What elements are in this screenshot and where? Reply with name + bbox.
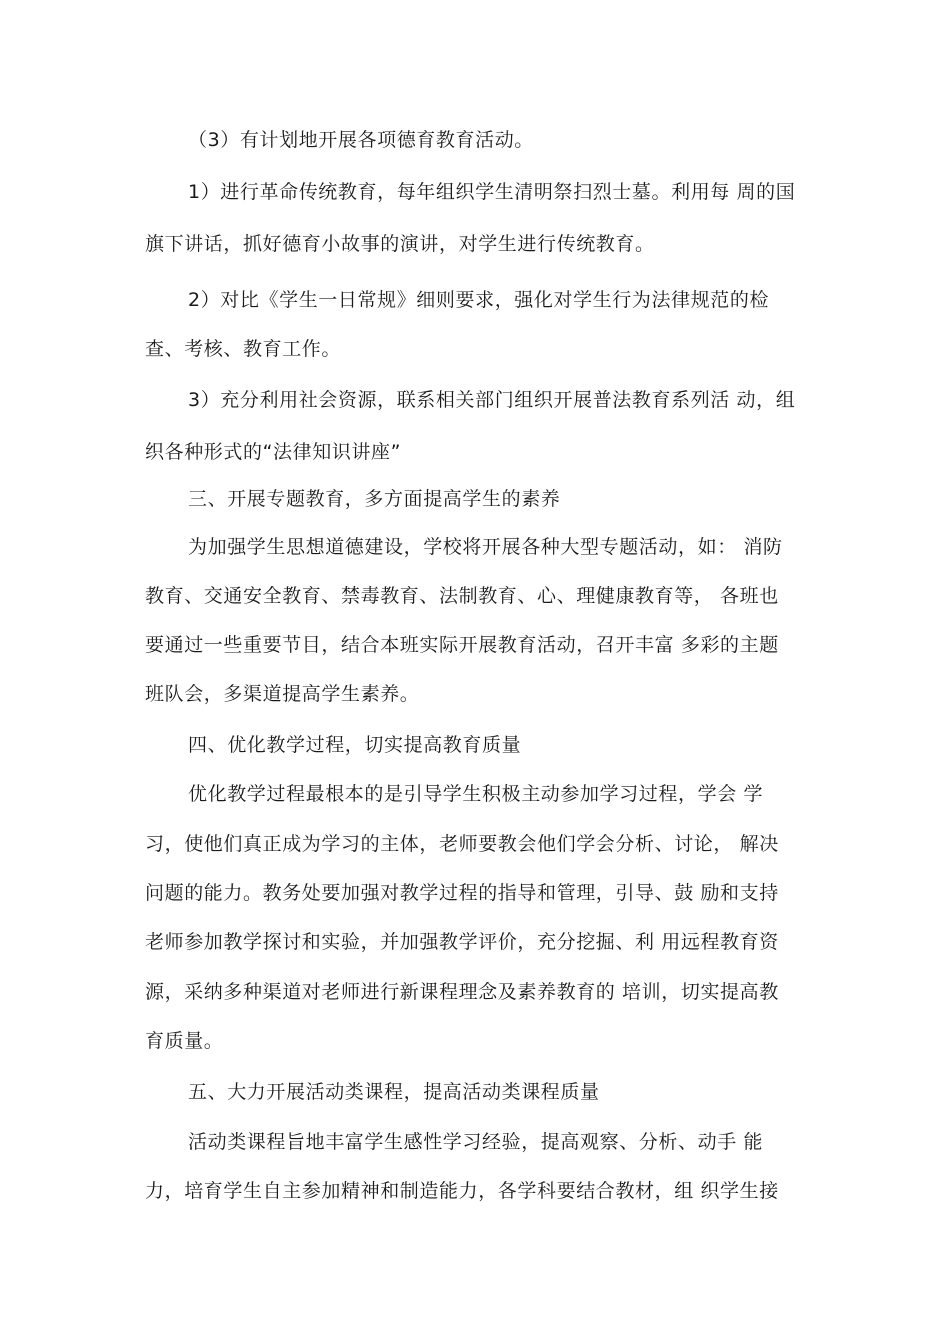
text-line: 活动类课程旨地丰富学生感性学习经验，提高观察、分析、动手 能 [188, 1131, 764, 1153]
text-line: 育质量。 [145, 1030, 224, 1052]
text-line: 旗下讲话，抓好德育小故事的演讲，对学生进行传统教育。 [145, 233, 655, 255]
text-line: 力，培育学生自主参加精神和制造能力，各学科要结合教材，组 织学生接 [145, 1180, 779, 1202]
section-heading: 三、开展专题教育，多方面提高学生的素养 [188, 488, 561, 510]
text-line: 教育、交通安全教育、禁毒教育、法制教育、心、理健康教育等， 各班也 [145, 585, 779, 607]
text-line: 班队会，多渠道提高学生素养。 [145, 683, 420, 705]
text-line: 优化教学过程最根本的是引导学生积极主动参加学习过程，学会 学 [188, 783, 764, 805]
text-line: 习，使他们真正成为学习的主体，老师要教会他们学会分析、讨论， 解决 [145, 833, 779, 855]
section-heading: 五、大力开展活动类课程，提高活动类课程质量 [188, 1081, 600, 1103]
text-line: 织各种形式的“法律知识讲座” [145, 441, 402, 463]
text-line: 3）充分利用社会资源，联系相关部门组织开展普法教育系列活 动，组 [188, 389, 796, 411]
text-line: 为加强学生思想道德建设，学校将开展各种大型专题活动，如： 消防 [188, 536, 783, 558]
text-line: （3）有计划地开展各项德育教育活动。 [188, 129, 534, 151]
text-line: 源，采纳多种渠道对老师进行新课程理念及素养教育的 培训，切实提高教 [145, 981, 779, 1003]
text-line: 2）对比《学生一日常规》细则要求，强化对学生行为法律规范的检 [188, 289, 770, 311]
section-heading: 四、优化教学过程，切实提高教育质量 [188, 734, 522, 756]
text-line: 问题的能力。教务处要加强对教学过程的指导和管理，引导、鼓 励和支持 [145, 882, 779, 904]
text-line: 老师参加教学探讨和实验，并加强教学评价，充分挖掘、利 用远程教育资 [145, 931, 779, 953]
text-line: 1）进行革命传统教育，每年组织学生清明祭扫烈士墓。利用每 周的国 [188, 181, 796, 203]
text-line: 要通过一些重要节目，结合本班实际开展教育活动，召开丰富 多彩的主题 [145, 634, 779, 656]
text-line: 查、考核、教育工作。 [145, 338, 342, 360]
